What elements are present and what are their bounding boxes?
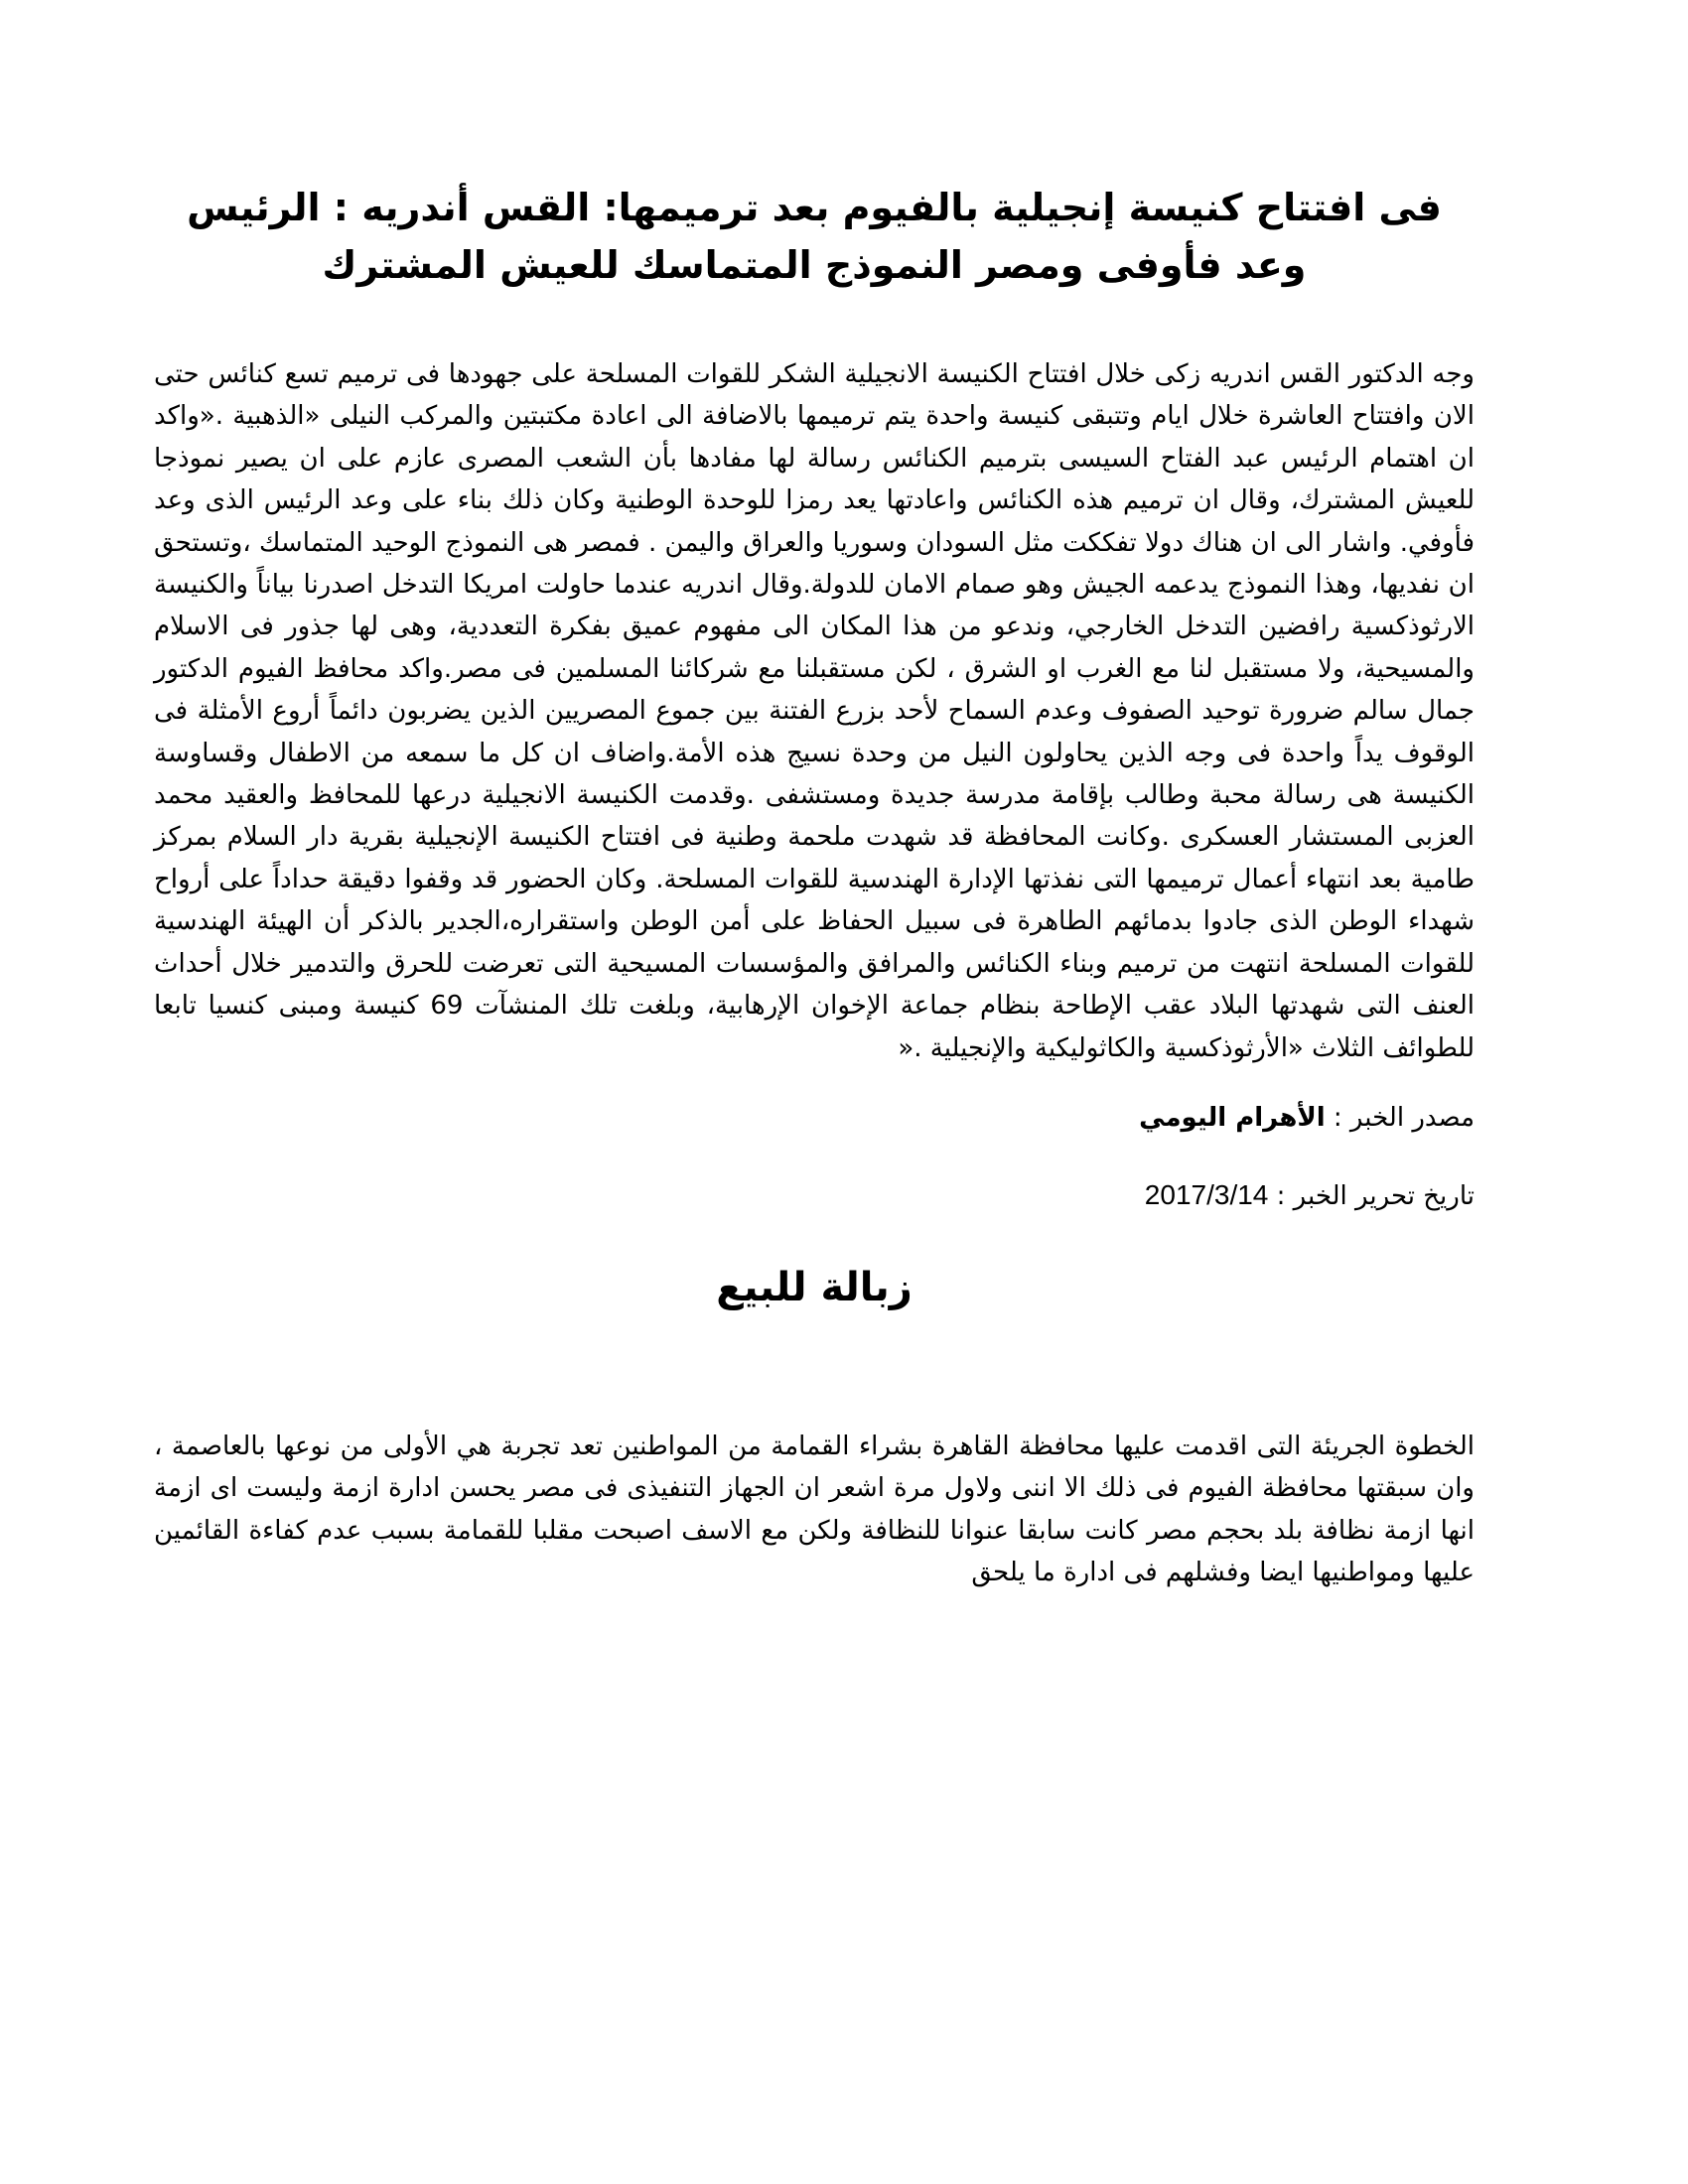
news-source-label: مصدر الخبر :: [1325, 1102, 1475, 1133]
second-article-title: زبالة للبيع: [716, 1264, 913, 1310]
news-date-label: تاريخ تحرير الخبر :: [1268, 1180, 1475, 1211]
news-source-line: [154, 1097, 1475, 1139]
second-article-body: الخطوة الجريئة التى اقدمت عليها محافظة القاهرة بشراء القمامة من المواطنين تعد تجربة هي الأولى من نوعها بالعاصمة ، وان سبقتها محافظة الفيوم فى ذلك الا اننى ولاول مرة اشعر ان الجهاز التنفيذى فى مصر يحسن ادارة ازمة وليست اى ازمة انها ازمة نظافة بلد بحجم مصر كانت سابقا عنوانا للنظافة ولكن مع الاسف اصبحت مقلبا للقمامة بسبب عدم كفاءة القائمين عليها ومواطنيها ايضا وفشلهم فى ادارة ما يلحق: [154, 1431, 1475, 1588]
article-body: وجه الدكتور القس اندريه زكى خلال افتتاح الكنيسة الانجيلية الشكر للقوات المسلحة على جهودها فى ترميم تسع كنائس حتى الان وافتتاح العاشرة خلال ايام وتتبقى كنيسة واحدة يتم ترميمها بالاضافة الى اعادة مكتبتين والمركب النيلى «الذهبية .«واكد ان اهتمام الرئيس عبد الفتاح السيسى بترميم الكنائس رسالة لها مفادها بأن الشعب المصرى عازم على ان يصير نموذجا للعيش المشترك، وقال ان ترميم هذه الكنائس واعادتها يعد رمزا للوحدة الوطنية وكان ذلك بناء على وعد الرئيس الذى وعد فأوفي. واشار الى ان هناك دولا تفككت مثل السودان وسوريا والعراق واليمن . فمصر هى النموذج الوحيد المتماسك ،وتستحق ان نفديها، وهذا النموذج يدعمه الجيش وهو صمام الامان للدولة.وقال اندريه عندما حاولت امريكا التدخل اصدرنا بياناً والكنيسة الارثوذكسية رافضين التدخل الخارجي، وندعو من هذا المكان الى مفهوم عميق بفكرة التعددية، وهى لها جذور فى الاسلام والمسيحية، ولا مستقبل لنا مع الغرب او الشرق ، لكن مستقبلنا مع شركائنا المسلمين فى مصر.واكد محافظ الفيوم الدكتور جمال سالم ضرورة توحيد الصفوف وعدم السماح لأحد بزرع الفتنة بين جموع المصريين الذين يضربون دائماً أروع الأمثلة فى الوقوف يداً واحدة فى وجه الذين يحاولون النيل من وحدة نسيج هذه الأمة.واضاف ان كل ما سمعه من الاطفال وقساوسة الكنيسة هى رسالة محبة وطالب بإقامة مدرسة جديدة ومستشفى .وقدمت الكنيسة الانجيلية درعها للمحافظ والعقيد محمد العزبى المستشار العسكرى .وكانت المحافظة قد شهدت ملحمة وطنية فى افتتاح الكنيسة الإنجيلية بقرية دار السلام بمركز طامية بعد انتهاء أعمال ترميمها التى نفذتها الإدارة الهندسية للقوات المسلحة. وكان الحضور قد وقفوا دقيقة حداداً على أرواح شهداء الوطن الذى جادوا بدمائهم الطاهرة فى سبيل الحفاظ على أمن الوطن واستقراره،الجدير بالذكر أن الهيئة الهندسية للقوات المسلحة انتهت من ترميم وبناء الكنائس والمرافق والمؤسسات المسيحية التى تعرضت للحرق والتدمير خلال أحداث العنف التى شهدتها البلاد عقب الإطاحة بنظام جماعة الإخوان الإرهابية، وبلغت تلك المنشآت 69 كنيسة ومبنى كنسيا تابعا للطوائف الثلاث «الأرثوذكسية والكاثوليكية والإنجيلية .«: [154, 359, 1475, 1063]
news-source-value: الأهرام اليومي: [1139, 1102, 1326, 1133]
document-page: [154, 179, 1475, 1594]
news-date-line: [154, 1174, 1475, 1217]
news-date-value: 2017/3/14: [1144, 1178, 1269, 1210]
article-title: فى افتتاح كنيسة إنجيلية بالفيوم بعد ترميمها: القس أندريه : الرئيس وعد فأوفى ومصر النموذج المتماسك للعيش المشترك: [187, 186, 1442, 287]
